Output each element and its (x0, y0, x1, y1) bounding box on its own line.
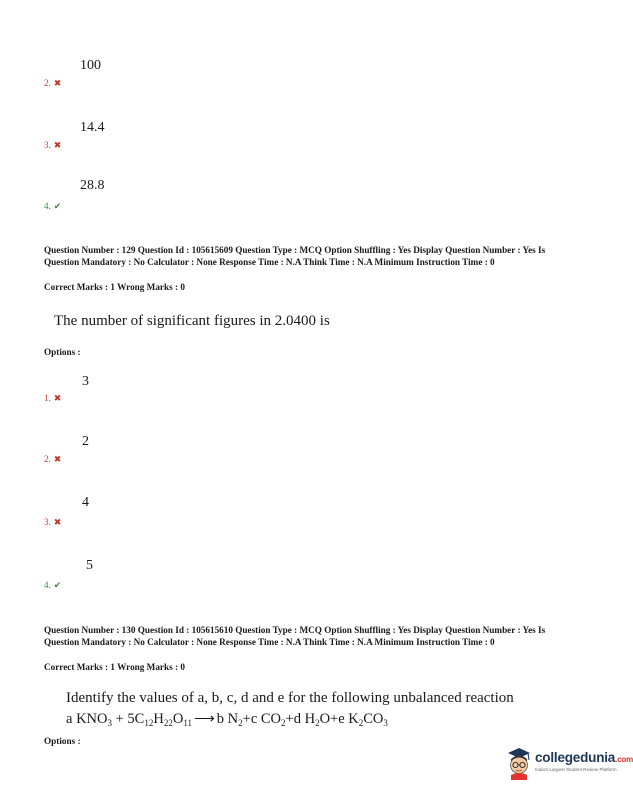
option-value: 28.8 (80, 178, 105, 193)
check-icon: ✔ (53, 201, 62, 211)
option-value: 2 (82, 434, 89, 449)
cross-icon: ✖ (53, 517, 62, 527)
option-number (44, 580, 61, 591)
option-index: 3. (44, 517, 51, 527)
cross-icon: ✖ (53, 454, 62, 464)
check-icon: ✔ (53, 580, 62, 590)
logo-wordmark: collegedunia.com (535, 750, 633, 765)
option-value: 5 (86, 558, 93, 573)
option-value: 100 (80, 58, 101, 73)
question-meta: Question Number : 129 Question Id : 105615609 Question Type : MCQ Option Shuffling : Yes Display Question Number : Yes Is Question Mandatory : No Calculator : None Response Time : N.A Think Time : N.A Minimum Instruction Time : 0 (44, 245, 546, 267)
question-meta: Question Number : 130 Question Id : 105615610 Question Type : MCQ Option Shuffling : Yes Display Question Number : Yes Is Question Mandatory : No Calculator : None Response Time : N.A Think Time : N.A Minimum Instruction Time : 0 (44, 625, 546, 647)
question-marks: Correct Marks : 1 Wrong Marks : 0 (44, 662, 185, 672)
question-text: Identify the values of a, b, c, d and e for the following unbalanced reaction (66, 690, 514, 706)
option-number (44, 201, 61, 212)
options-label: Options : (44, 736, 81, 746)
chemical-equation: a $KNO_3 + 5C_{12}H_{22}O_{11}$ ⟶ b $N_2+c$ $CO_2+d$ $H_2O+e$ $K_2CO_3$ (66, 711, 388, 728)
option-value: 14.4 (80, 120, 105, 135)
cross-icon: ✖ (53, 140, 62, 150)
option-index: 2. (44, 454, 51, 464)
mascot-icon (505, 746, 533, 780)
question-marks: Correct Marks : 1 Wrong Marks : 0 (44, 282, 185, 292)
collegedunia-logo (505, 746, 633, 782)
cross-icon: ✖ (53, 78, 62, 88)
options-label: Options : (44, 347, 81, 357)
option-value: 3 (82, 374, 89, 389)
option-index: 4. (44, 201, 51, 211)
option-number (44, 78, 61, 89)
option-number (44, 517, 61, 528)
option-number (44, 140, 61, 151)
option-number (44, 454, 61, 465)
option-index: 2. (44, 78, 51, 88)
cross-icon: ✖ (53, 393, 62, 403)
option-index: 4. (44, 580, 51, 590)
option-value: 4 (82, 495, 89, 510)
option-number (44, 393, 61, 404)
question-text: The number of significant figures in 2.0400 is (54, 313, 330, 329)
arrow-icon: ⟶ (193, 711, 215, 727)
option-index: 3. (44, 140, 51, 150)
option-index: 1. (44, 393, 51, 403)
logo-tagline: India's Largest Student Review Platform (535, 767, 617, 772)
